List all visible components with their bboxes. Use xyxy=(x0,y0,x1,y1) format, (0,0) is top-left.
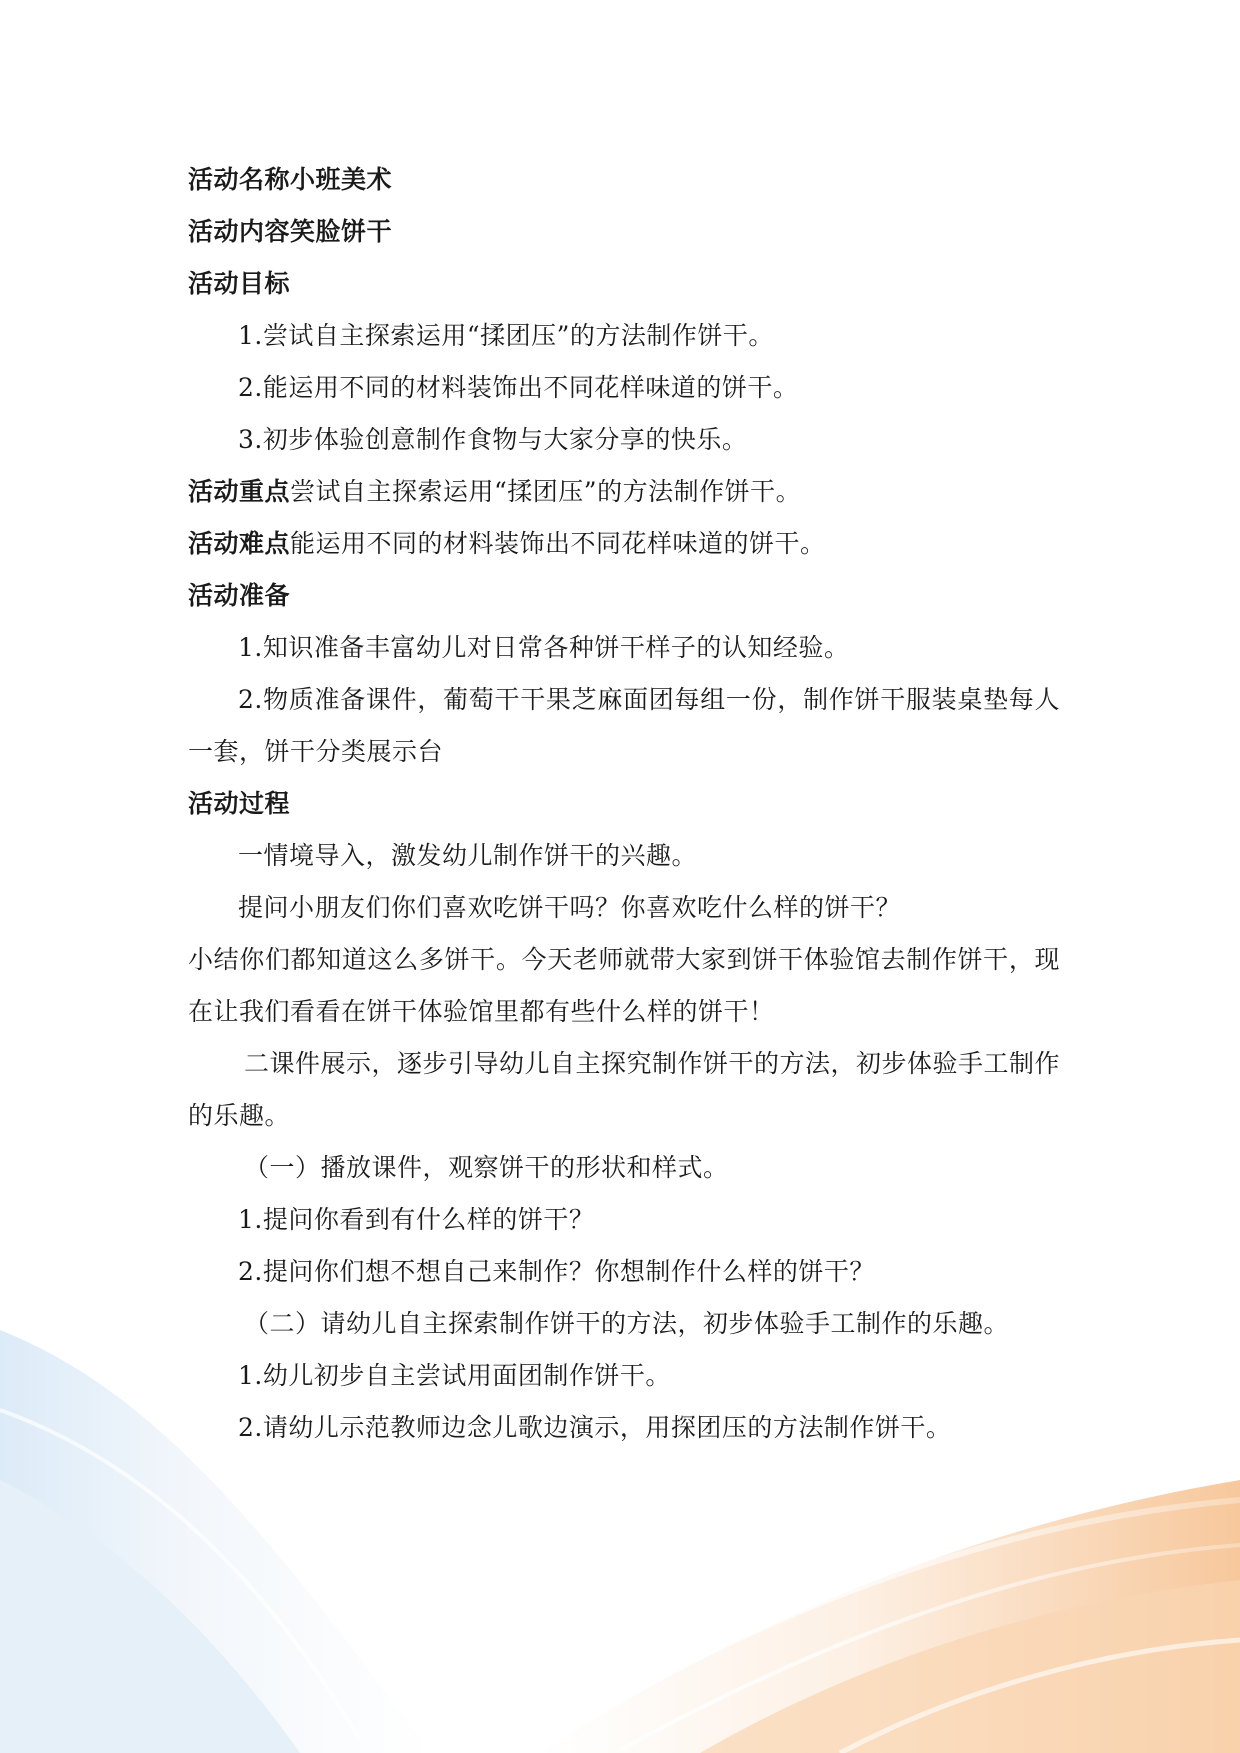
preparation-item-1: 1.知识准备丰富幼儿对日常各种饼干样子的认知经验。 xyxy=(238,633,850,662)
subsection-1-item-2: 2.提问你们想不想自己来制作？你想制作什么样的饼干？ xyxy=(238,1257,875,1286)
subsection-2-item-2: 2.请幼儿示范教师边念儿歌边演示，用探团压的方法制作饼干。 xyxy=(238,1413,952,1442)
goal-item-2: 2.能运用不同的材料装饰出不同花样味道的饼干。 xyxy=(238,373,799,402)
goals-heading: 活动目标 xyxy=(188,269,291,298)
key-point-line xyxy=(188,466,1060,518)
difficulty-text: 能运用不同的材料装饰出不同花样味道的饼干。 xyxy=(290,529,826,558)
process-summary-1: 小结你们都知道这么多饼干。今天老师就带大家到饼干体验馆去制作饼干，现在让我们看看在饼干体验馆里都有些什么样的饼干！ xyxy=(188,945,1060,1026)
key-point-text: 尝试自主探索运用“揉团压”的方法制作饼干。 xyxy=(290,477,802,506)
difficulty-label: 活动难点 xyxy=(188,529,291,558)
preparation-item-2: 2.物质准备课件，葡萄干干果芝麻面团每组一份，制作饼干服装桌垫每人一套，饼干分类展示台 xyxy=(188,685,1060,766)
goal-item-3: 3.初步体验创意制作食物与大家分享的快乐。 xyxy=(238,425,748,454)
activity-content: 活动内容笑脸饼干 xyxy=(188,217,393,246)
key-point-label: 活动重点 xyxy=(188,477,291,506)
difficulty-line xyxy=(188,518,1060,570)
subsection-1: （一）播放课件，观察饼干的形状和样式。 xyxy=(244,1153,729,1182)
process-question-1: 提问小朋友们你们喜欢吃饼干吗？你喜欢吃什么样的饼干？ xyxy=(238,893,902,922)
document-body xyxy=(188,154,1060,1454)
process-step-2: 二课件展示，逐步引导幼儿自主探究制作饼干的方法，初步体验手工制作的乐趣。 xyxy=(188,1049,1061,1130)
activity-name: 活动名称小班美术 xyxy=(188,165,393,194)
process-heading: 活动过程 xyxy=(188,789,291,818)
subsection-1-item-1: 1.提问你看到有什么样的饼干？ xyxy=(238,1205,595,1234)
subsection-2: （二）请幼儿自主探索制作饼干的方法，初步体验手工制作的乐趣。 xyxy=(244,1309,1010,1338)
subsection-2-item-1: 1.幼儿初步自主尝试用面团制作饼干。 xyxy=(238,1361,671,1390)
goal-item-1: 1.尝试自主探索运用“揉团压”的方法制作饼干。 xyxy=(238,321,774,350)
process-step-1: 一情境导入，激发幼儿制作饼干的兴趣。 xyxy=(238,841,698,870)
preparation-heading: 活动准备 xyxy=(188,581,291,610)
